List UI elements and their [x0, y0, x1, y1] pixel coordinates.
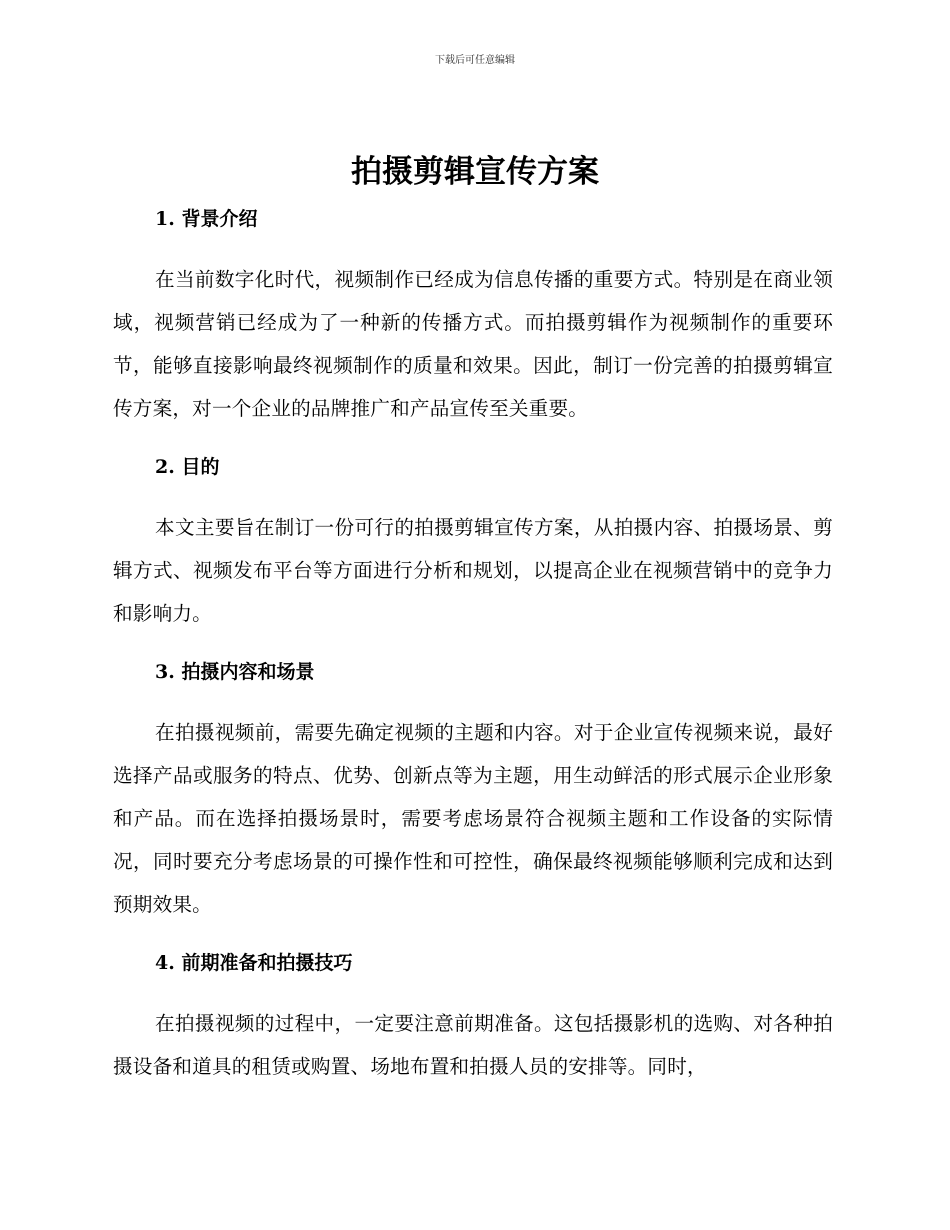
- section-paragraph: 在拍摄视频前，需要先确定视频的主题和内容。对于企业宣传视频来说，最好选择产品或服务的特点、优势、创新点等为主题，用生动鲜活的形式展示企业形象和产品。而在选择拍摄场景时，需要考虑场景符合视频主题和工作设备的实际情况，同时要充分考虑场景的可操作性和可控性，确保最终视频能够顺利完成和达到预期效果。: [113, 721, 833, 916]
- section-paragraph: 在当前数字化时代，视频制作已经成为信息传播的重要方式。特别是在商业领域，视频营销已经成为了一种新的传播方式。而拍摄剪辑作为视频制作的重要环节，能够直接影响最终视频制作的质量和效果。因此，制订一份完善的拍摄剪辑宣传方案，对一个企业的品牌推广和产品宣传至关重要。: [113, 268, 833, 420]
- section-content-and-scenes: [113, 655, 833, 926]
- section-purpose: [113, 450, 833, 635]
- section-heading: 2. 目的: [155, 456, 220, 478]
- section-preparation-and-techniques: [113, 946, 833, 1088]
- section-background: [113, 202, 833, 430]
- section-heading: 3. 拍摄内容和场景: [155, 661, 315, 683]
- section-heading: 4. 前期准备和拍摄技巧: [155, 952, 353, 974]
- header-note: 下载后可任意编辑: [435, 55, 515, 66]
- section-paragraph: 在拍摄视频的过程中，一定要注意前期准备。这包括摄影机的选购、对各种拍摄设备和道具的租赁或购置、场地布置和拍摄人员的安排等。同时，: [113, 1012, 833, 1078]
- document-title: 拍摄剪辑宣传方案: [351, 154, 599, 190]
- section-heading: 1. 背景介绍: [155, 208, 258, 230]
- document-body: [113, 202, 833, 1108]
- section-paragraph: 本文主要旨在制订一份可行的拍摄剪辑宣传方案，从拍摄内容、拍摄场景、剪辑方式、视频发布平台等方面进行分析和规划，以提高企业在视频营销中的竞争力和影响力。: [113, 516, 833, 625]
